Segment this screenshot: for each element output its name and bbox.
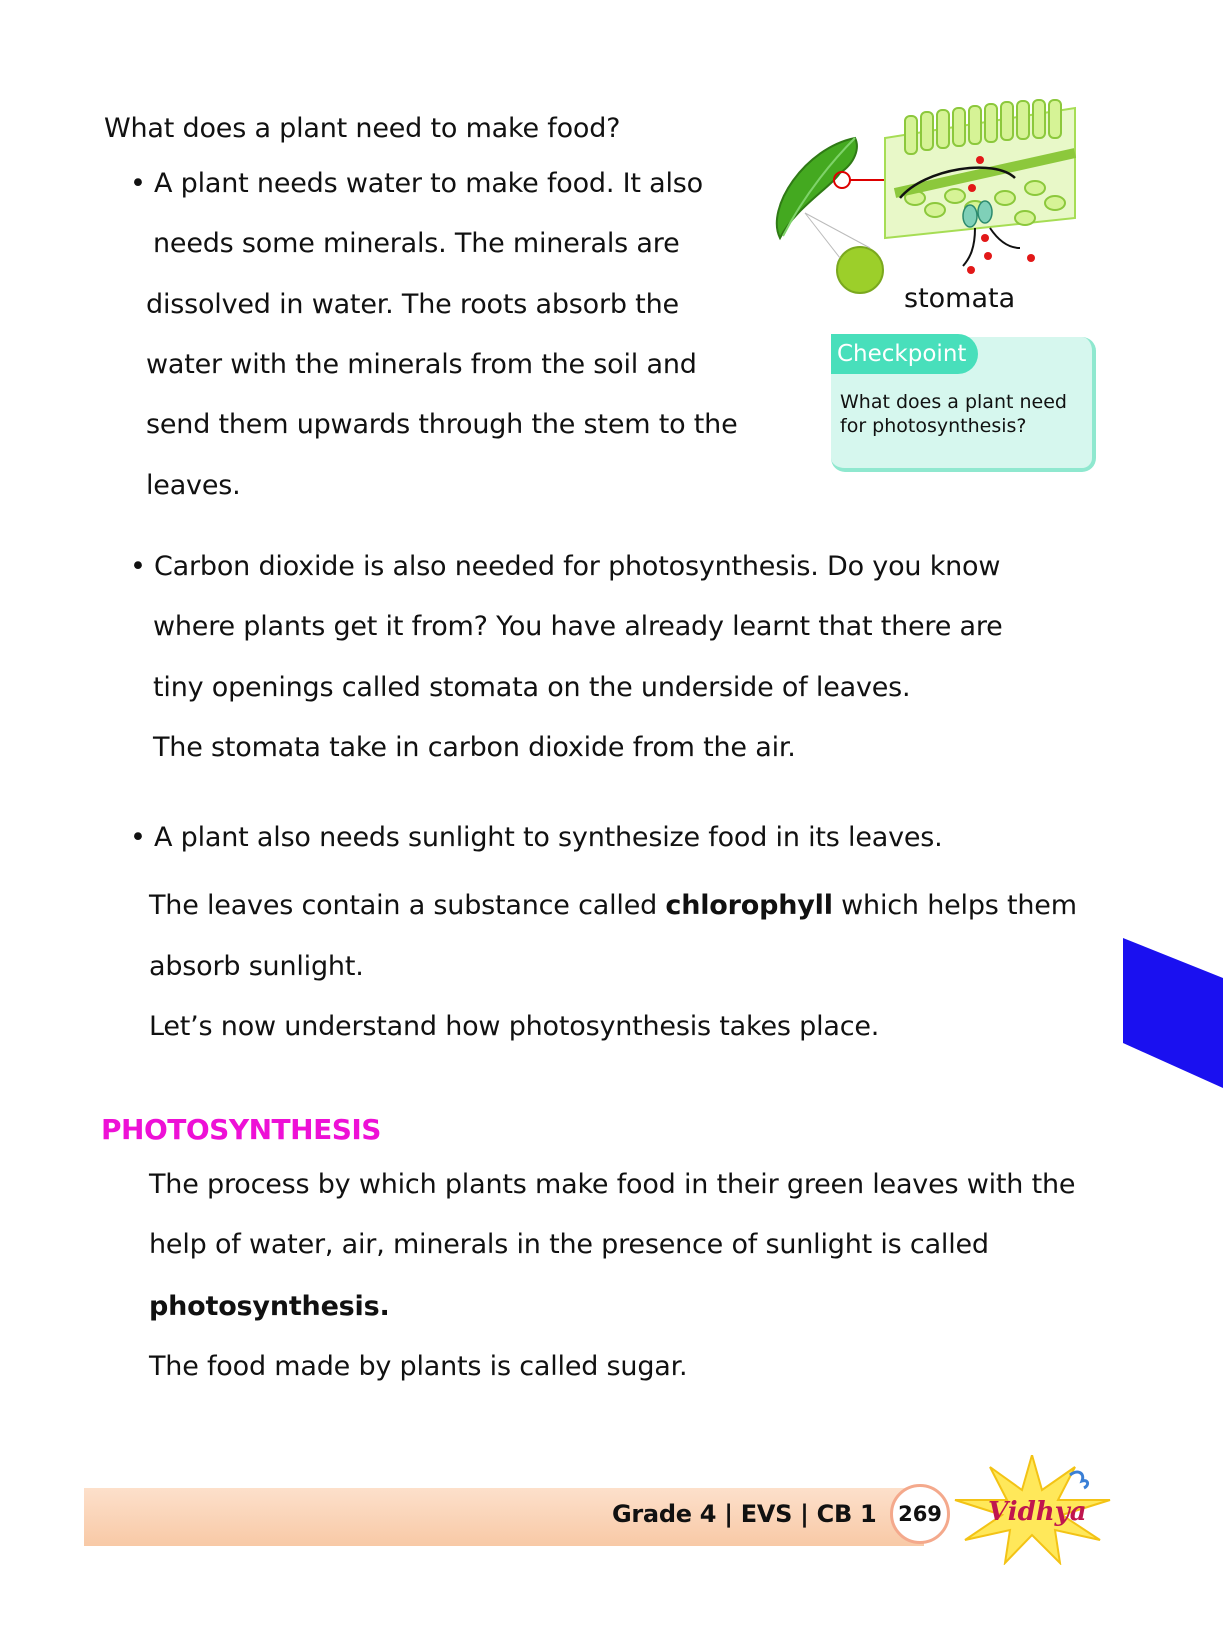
- bullet1-line: A plant needs water to make food. It also: [154, 168, 703, 199]
- section-heading: PHOTOSYNTHESIS: [101, 1113, 381, 1146]
- bullet-dot: •: [130, 551, 146, 582]
- page-number: 269: [890, 1484, 950, 1544]
- definition-line: The process by which plants make food in their green leaves with the: [149, 1169, 1076, 1200]
- checkpoint-tag: Checkpoint: [831, 334, 978, 374]
- bullet1-line: water with the minerals from the soil and: [146, 349, 697, 380]
- lets-line: Let’s now understand how photosynthesis takes place.: [149, 1011, 880, 1042]
- bullet1-line: dissolved in water. The roots absorb the: [146, 289, 679, 320]
- bullet-dot: •: [130, 168, 146, 199]
- definition-line: help of water, air, minerals in the presence of sunlight is called: [149, 1229, 989, 1260]
- logo-text: Vidhya: [988, 1497, 1087, 1527]
- bullet2-line: tiny openings called stomata on the underside of leaves.: [153, 672, 911, 703]
- bullet1-line: send them upwards through the stem to the: [146, 409, 738, 440]
- sugar-line: The food made by plants is called sugar.: [149, 1351, 688, 1382]
- intro-question: What does a plant need to make food?: [104, 113, 621, 144]
- footer-grade: Grade 4 | EVS | CB 1: [612, 1500, 877, 1528]
- chlorophyll-term: chlorophyll: [665, 890, 833, 921]
- bullet1-line: leaves.: [146, 470, 241, 501]
- checkpoint-question: What does a plant need for photosynthesis?: [840, 391, 1067, 437]
- bullet2-line: The stomata take in carbon dioxide from the air.: [153, 732, 796, 763]
- side-tab: [1123, 938, 1223, 1088]
- bullet3-line: A plant also needs sunlight to synthesize food in its leaves.: [154, 822, 943, 853]
- bullet-dot: •: [130, 822, 146, 853]
- bullet2-line: where plants get it from? You have already learnt that there are: [153, 611, 1003, 642]
- definition-term: photosynthesis.: [149, 1291, 390, 1322]
- absorb-line: absorb sunlight.: [149, 951, 364, 982]
- chlorophyll-line: The leaves contain a substance called chlorophyll which helps them: [149, 890, 1077, 921]
- bullet2-line: Carbon dioxide is also needed for photosynthesis. Do you know: [154, 551, 1001, 582]
- bullet1-line: needs some minerals. The minerals are: [153, 228, 680, 259]
- stomata-label: stomata: [904, 283, 1016, 314]
